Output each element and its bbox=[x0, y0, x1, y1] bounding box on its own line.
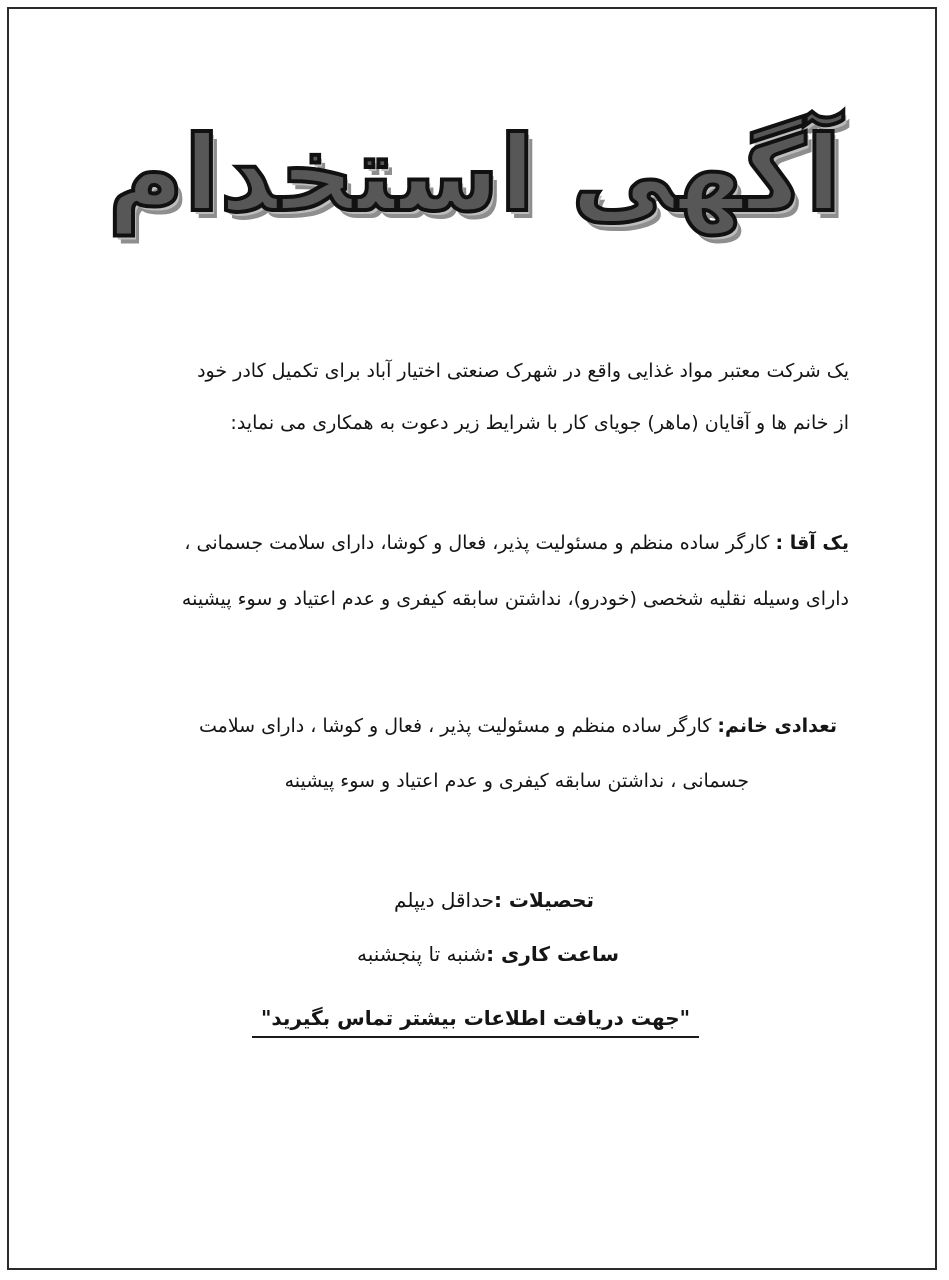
women-line-1-text: کارگر ساده منظم و مسئولیت پذیر ، فعال و کوشا ، دارای سلامت bbox=[199, 715, 718, 737]
education-line bbox=[394, 888, 594, 912]
men-label: یک آقا : bbox=[775, 532, 849, 554]
women-requirements-line-2: جسمانی ، نداشتن سابقه کیفری و عدم اعتیاد و سوء پیشینه bbox=[284, 770, 749, 792]
intro-line-2: از خانم ها و آقایان (ماهر) جویای کار با شرایط زیر دعوت به همکاری می نماید: bbox=[230, 412, 849, 434]
contact-note: "جهت دریافت اطلاعات بیشتر تماس بگیرید" bbox=[252, 1006, 699, 1038]
working-hours-line bbox=[357, 942, 619, 966]
men-requirements-line-1 bbox=[184, 532, 849, 555]
education-label: تحصیلات : bbox=[493, 888, 594, 912]
men-line-1-text: کارگر ساده منظم و مسئولیت پذیر، فعال و کوشا، دارای سلامت جسمانی ، bbox=[184, 532, 776, 554]
working-hours-value: شنبه تا پنجشنبه bbox=[357, 942, 487, 966]
working-hours-label: ساعت کاری : bbox=[486, 942, 619, 966]
women-requirements-line-1 bbox=[199, 715, 837, 738]
education-value: حداقل دیپلم bbox=[394, 888, 494, 912]
women-label: تعدادی خانم: bbox=[717, 715, 837, 737]
men-requirements-line-2: دارای وسیله نقلیه شخصی (خودرو)، نداشتن سابقه کیفری و عدم اعتیاد و سوء پیشینه bbox=[181, 588, 849, 610]
page-title: آگهی استخدام bbox=[107, 113, 842, 235]
intro-line-1: یک شرکت معتبر مواد غذایی واقع در شهرک صنعتی اختیار آباد برای تکمیل کادر خود bbox=[197, 360, 849, 382]
